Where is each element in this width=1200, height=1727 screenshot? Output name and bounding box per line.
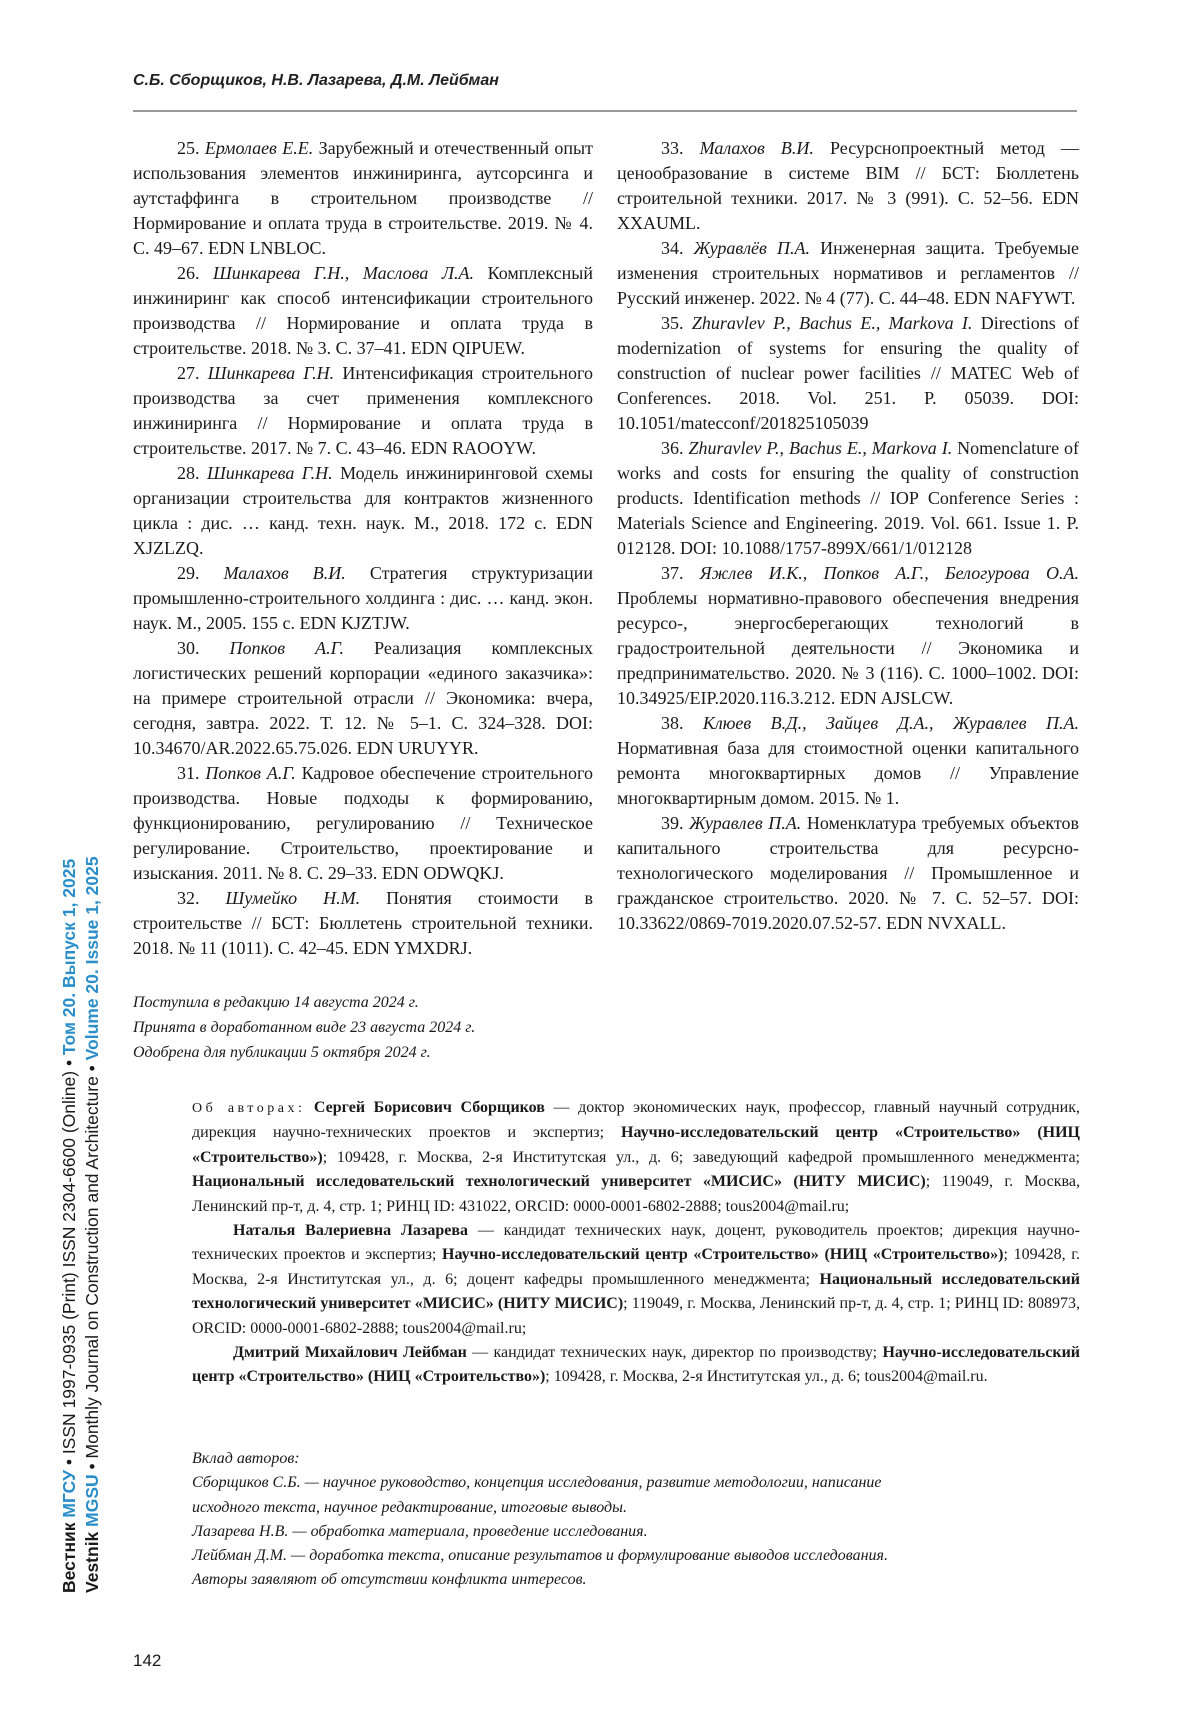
date-received: Поступила в редакцию 14 августа 2024 г.: [133, 994, 419, 1011]
reference-item: 34. Журавлёв П.А. Инженерная защита. Требуемые изменения строительных нормативов и регламентов // Русский инженер. 2022. № 4 (77). С. 44–48. EDN NAFYWT.: [617, 238, 1079, 308]
reference-item: 25. Ермолаев Е.Е. Зарубежный и отечественный опыт использования элементов инжиниринга, аутсорсинга и аутстаффинга в строительном производстве // Нормирование и оплата труда в строительстве. 2019. № 4. С. 49–67. EDN LNBLOC.: [133, 138, 594, 258]
page-number: 142: [133, 1651, 162, 1670]
author-bio: Об авторах: Сергей Борисович Сборщиков — доктор экономических наук, профессор, главный научный сотрудник, дирекция научно-технических проектов и экспертиз; Научно-исследовательский центр «Строительство» (НИЦ «Строительство»); 109428, г. Москва, 2-я Институтская ул., д. 6; заведующий кафедрой промышленного менеджмента; Национальный исследовательский технологический университет «МИСИС» (НИТУ МИСИС); 119049, г. Москва, Ленинский пр-т, д. 4, стр. 1; РИНЦ ID: 431022, ORCID: 0000-0001-6802-2888; tous2004@mail.ru;: [192, 1099, 1081, 1215]
about-authors-label: Об авторах:: [192, 1101, 306, 1116]
contribution-heading: Вклад авторов:: [192, 1450, 300, 1467]
running-header: С.Б. Сборщиков, Н.В. Лазарева, Д.М. Лейбман: [133, 72, 499, 89]
conflict-statement: Авторы заявляют об отсутствии конфликта интересов.: [192, 1571, 587, 1589]
author-bio: Наталья Валериевна Лазарева — кандидат технических наук, доцент, руководитель проектов; дирекция научно-технических проектов и экспертиз; Научно-исследовательский центр «Строительство» (НИЦ «Строительство»); 109428, г. Москва, 2-я Институтская ул., д. 6; доцент кафедры промышленного менеджмента; Национальный исследовательский технологический университет «МИСИС» (НИТУ МИСИС); 119049, г. Москва, Ленинский пр-т, д. 4, стр. 1; РИНЦ ID: 808973, ORCID: 0000-0001-6802-2888; tous2004@mail.ru;: [192, 1222, 1081, 1337]
author-contribution: [192, 1447, 1080, 1593]
reference-item: 38. Клюев В.Д., Зайцев Д.А., Журавлев П.А. Нормативная база для стоимостной оценки капитального ремонта многоквартирных домов // Управление многоквартирным домом. 2015. № 1.: [617, 713, 1079, 808]
sidebar-line-ru: Вестник МГСУ • ISSN 1997-0935 (Print) ISSN 2304-6600 (Online) • Том 20. Выпуск 1, 2025: [59, 858, 79, 1593]
reference-item: 29. Малахов В.И. Стратегия структуризации промышленно-строительного холдинга : дис. … канд. экон. наук. М., 2005. 155 с. EDN KJZTJW.: [133, 563, 594, 633]
reference-item: 27. Шинкарева Г.Н. Интенсификация строительного производства за счет применения комплексного инжиниринга // Нормирование и оплата труда в строительстве. 2017. № 7. С. 43–46. EDN RAOOYW.: [133, 363, 593, 458]
references-right-column: [617, 136, 1079, 936]
reference-item: 33. Малахов В.И. Ресурснопроектный метод — ценообразование в системе BIM // БСТ: Бюллетень строительной техники. 2017. № 3 (991). С. 52–56. EDN XXAUML.: [617, 138, 1080, 233]
references-left-column: [133, 136, 593, 961]
reference-item: 35. Zhuravlev P., Bachus E., Markova I. Directions of modernization of systems for ensuring the quality of construction of nuclear power facilities // MATEC Web of Conferences. 2018. Vol. 251. P. 05039. DOI: 10.1051/matecconf/201825105039: [617, 313, 1079, 433]
about-authors: [192, 1096, 1080, 1390]
contribution-line: исходного текста, научное редактирование, итоговые выводы.: [192, 1498, 627, 1516]
author-bio: Дмитрий Михайлович Лейбман — кандидат технических наук, директор по производству; Научно-исследовательский центр «Строительство» (НИЦ «Строительство»); 109428, г. Москва, 2-я Институтская ул., д. 6; tous2004@mail.ru.: [192, 1344, 1081, 1386]
contribution-line: Лазарева Н.В. — обработка материала, проведение исследования.: [192, 1522, 648, 1540]
sidebar-line-en: Vestnik MGSU • Monthly Journal on Construction and Architecture • Volume 20. Issue 1, 2025: [82, 856, 102, 1593]
reference-item: 37. Яжлев И.К., Попков А.Г., Белогурова О.А. Проблемы нормативно-правового обеспечения внедрения ресурсо-, энергосберегающих технологий в градостроительной деятельности // Экономика и предпринимательство. 2020. № 3 (116). С. 1000–1002. DOI: 10.34925/EIP.2020.116.3.212. EDN AJSLCW.: [617, 563, 1079, 708]
date-revised: Принята в доработанном виде 23 августа 2024 г.: [133, 1019, 476, 1036]
reference-item: 30. Попков А.Г. Реализация комплексных логистических решений корпорации «единого заказчика»: на примере строительной отрасли // Экономика: вчера, сегодня, завтра. 2022. Т. 12. № 5–1. С. 324–328. DOI: 10.34670/AR.2022.65.75.026. EDN URUYYR.: [133, 638, 594, 758]
reference-item: 39. Журавлев П.А. Номенклатура требуемых объектов капитального строительства для ресурсно-технологического моделирования // Промышленное и гражданское строительство. 2020. № 7. С. 52–57. DOI: 10.33622/0869-7019.2020.07.52-57. EDN NVXALL.: [617, 813, 1080, 933]
date-accepted: Одобрена для публикации 5 октября 2024 г.: [133, 1044, 431, 1061]
reference-item: 28. Шинкарева Г.Н. Модель инжиниринговой схемы организации строительства для контрактов жизненного цикла : дис. … канд. техн. наук. М., 2018. 172 с. EDN XJZLZQ.: [133, 463, 594, 558]
header-rule: [133, 110, 1077, 112]
submission-dates: [133, 990, 733, 1065]
reference-item: 31. Попков А.Г. Кадровое обеспечение строительного производства. Новые подходы к формированию, функционированию, регулированию // Техническое регулирование. Строительство, проектирование и изыскания. 2011. № 8. С. 29–33. EDN ODWQKJ.: [133, 763, 593, 883]
reference-item: 26. Шинкарева Г.Н., Маслова Л.А. Комплексный инжиниринг как способ интенсификации строительного производства // Нормирование и оплата труда в строительстве. 2018. № 3. С. 37–41. EDN QIPUEW.: [133, 263, 593, 358]
contribution-line: Лейбман Д.М. — доработка текста, описание результатов и формулирование выводов исследования.: [192, 1547, 888, 1565]
reference-item: 36. Zhuravlev P., Bachus E., Markova I. Nomenclature of works and costs for ensuring the quality of construction products. Identification methods // IOP Conference Series : Materials Science and Engineering. 2019. Vol. 661. Issue 1. P. 012128. DOI: 10.1088/1757-899X/661/1/012128: [617, 438, 1080, 558]
reference-item: 32. Шумейко Н.М. Понятия стоимости в строительстве // БСТ: Бюллетень строительной техники. 2018. № 11 (1011). С. 42–45. EDN YMXDRJ.: [133, 888, 593, 958]
journal-sidebar: [58, 856, 104, 1593]
contribution-line: Сборщиков С.Б. — научное руководство, концепция исследования, развитие методологии, написание: [192, 1474, 882, 1492]
